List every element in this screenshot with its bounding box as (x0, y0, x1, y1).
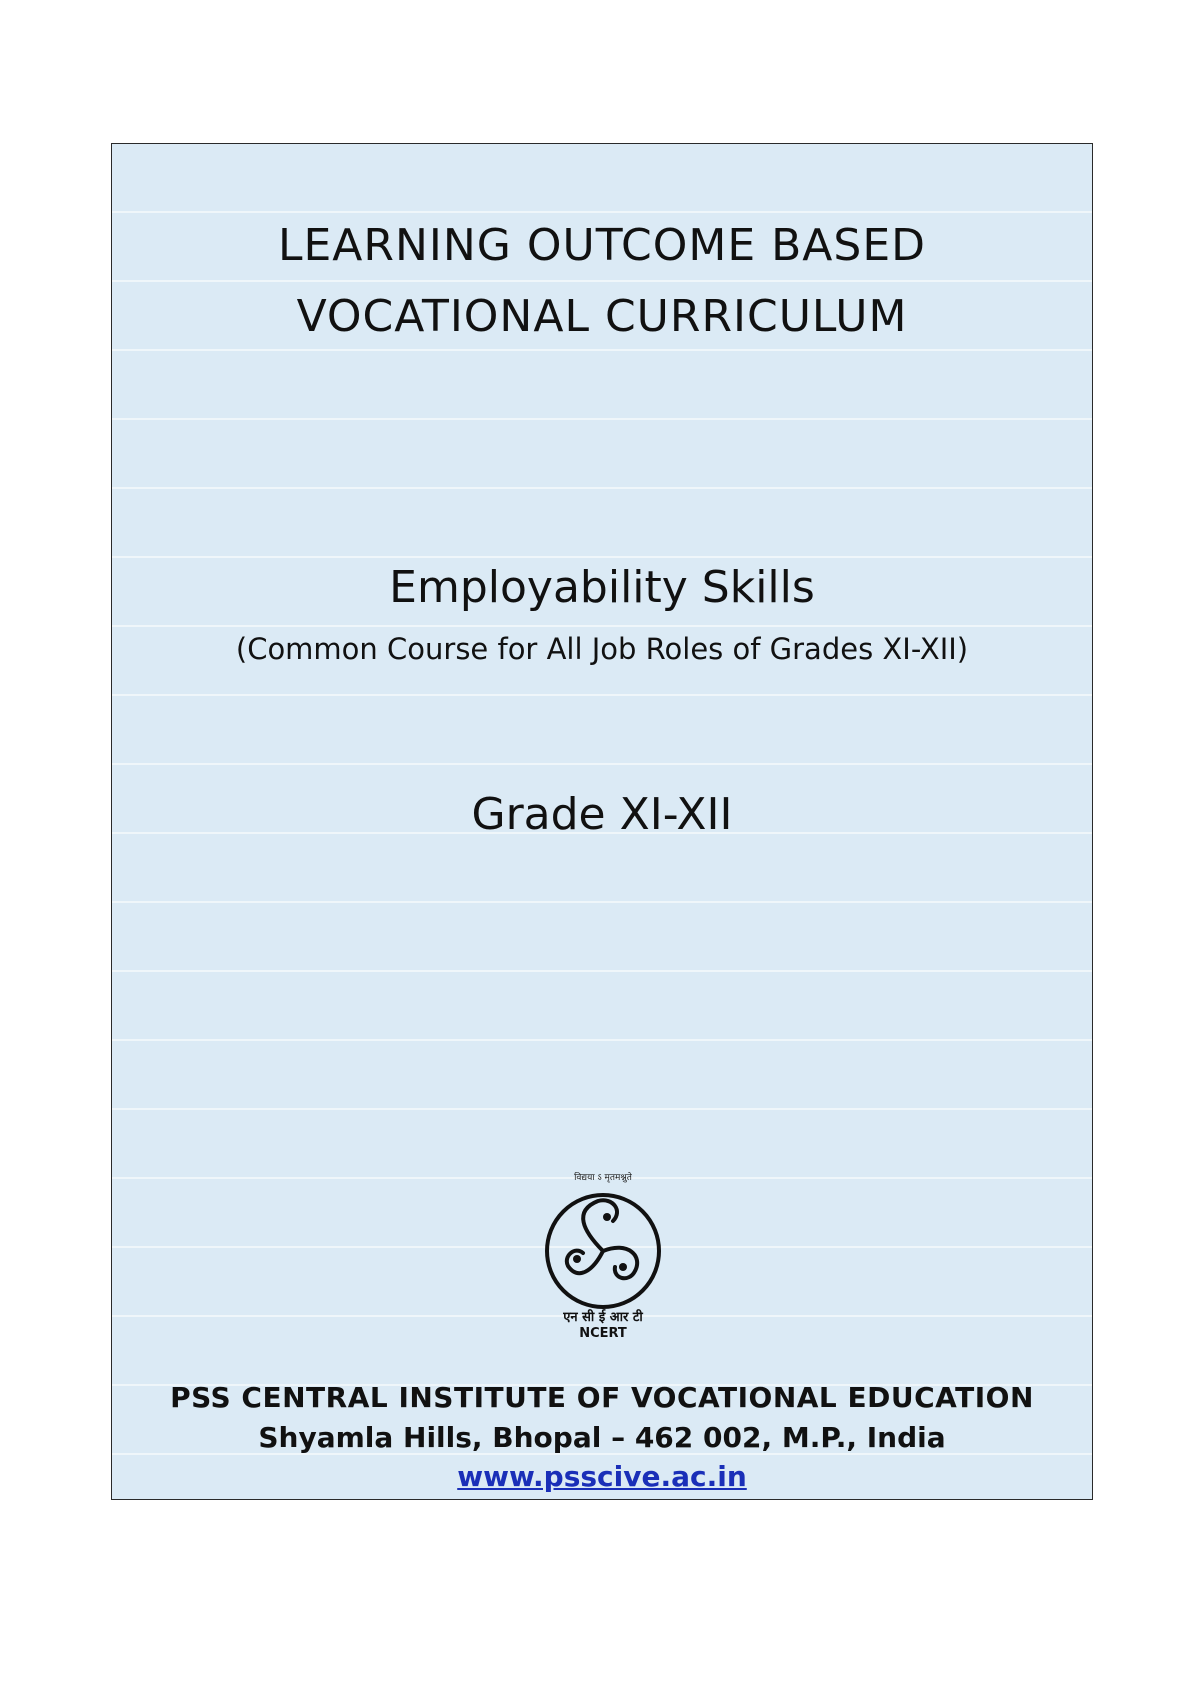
website-link[interactable]: www.psscive.ac.in (457, 1460, 747, 1493)
heading-line-2: VOCATIONAL CURRICULUM (296, 291, 908, 342)
cover-panel (111, 143, 1093, 1500)
institute-address: Shyamla Hills, Bhopal – 462 002, M.P., India (258, 1421, 946, 1454)
institute-name: PSS CENTRAL INSTITUTE OF VOCATIONAL EDUCATION (170, 1381, 1034, 1414)
course-subtitle: (Common Course for All Job Roles of Grades XI-XII) (235, 632, 969, 666)
emblem-hindi-name: एन सी ई आर टी (563, 1310, 643, 1325)
heading-line-1: LEARNING OUTCOME BASED (277, 220, 926, 271)
institute-website-container (112, 1460, 1092, 1493)
grade-label: Grade XI-XII (471, 789, 733, 840)
emblem-name: NCERT (579, 1326, 627, 1341)
emblem-motto: विद्यया ऽ मृतमश्नुते (574, 1173, 632, 1183)
ncert-logo-icon (543, 1171, 663, 1341)
course-title: Employability Skills (389, 562, 815, 613)
